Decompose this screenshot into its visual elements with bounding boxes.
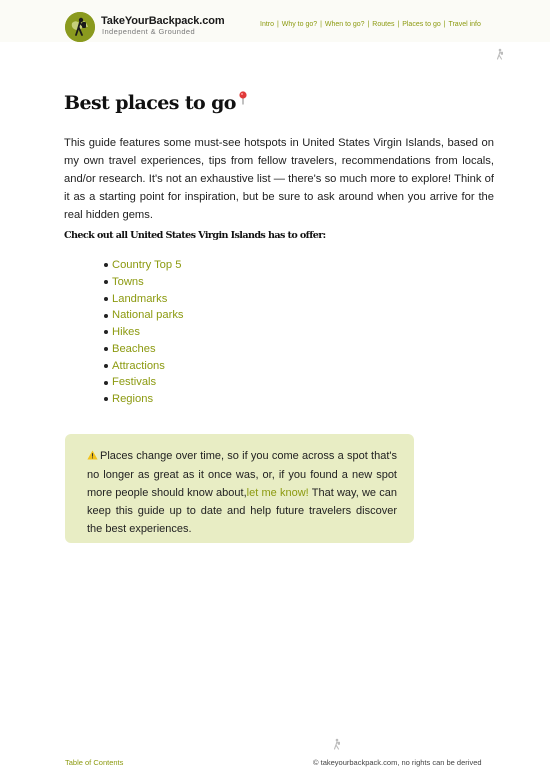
top-navigation: Intro | Why to go? | When to go? | Routes | Places to go | Travel info: [260, 21, 481, 28]
brand-name[interactable]: TakeYourBackpack.com: [101, 15, 225, 27]
list-item[interactable]: [104, 257, 184, 274]
list-item[interactable]: [104, 291, 184, 308]
list-link-national-parks[interactable]: National parks: [112, 309, 184, 322]
nav-link-travel-info[interactable]: Travel info: [448, 21, 481, 28]
list-item[interactable]: [104, 341, 184, 358]
nav-link-why-to-go[interactable]: Why to go?: [281, 21, 318, 28]
page-title-row: [64, 92, 248, 114]
bullet-icon: [104, 347, 108, 351]
section-subheading: Check out all United States Virgin Islands has to offer:: [64, 230, 326, 241]
bullet-icon: [104, 314, 108, 318]
list-link-festivals[interactable]: Festivals: [112, 376, 157, 389]
page-title: Best places to go: [64, 92, 236, 114]
feedback-callout: [65, 434, 414, 543]
globe-backpacker-logo-icon[interactable]: [65, 12, 95, 42]
nav-link-routes[interactable]: Routes: [372, 21, 395, 28]
intro-paragraph: This guide features some must-see hotspots in United States Virgin Islands, based on my own travel experiences, tips from fellow travelers, recommendations from locals, and/or research. It's not an exhaustive list — there's so much more to explore! Think of it as a starting point for inspiration, but be sure to ask around when you arrive for the real hidden gems.: [64, 137, 494, 221]
bullet-icon: [104, 263, 108, 267]
bullet-icon: [104, 381, 108, 385]
brand-tagline: Independent & Grounded: [102, 27, 196, 36]
list-link-attractions[interactable]: Attractions: [112, 359, 165, 372]
header: [0, 0, 550, 42]
list-item[interactable]: [104, 358, 184, 375]
list-item[interactable]: [104, 274, 184, 291]
list-item[interactable]: [104, 374, 184, 391]
bullet-icon: [104, 397, 108, 401]
warning-icon: [87, 448, 98, 466]
list-link-beaches[interactable]: Beaches: [112, 342, 156, 355]
bullet-icon: [104, 364, 108, 368]
nav-link-places-to-go[interactable]: Places to go: [402, 21, 441, 28]
table-of-contents-link[interactable]: Table of Contents: [65, 758, 124, 767]
list-link-towns[interactable]: Towns: [112, 275, 144, 288]
hiker-icon: [494, 47, 506, 65]
hiker-icon: [331, 737, 343, 755]
category-list: [104, 257, 184, 408]
bullet-icon: [104, 330, 108, 334]
nav-link-intro[interactable]: Intro: [260, 21, 275, 28]
nav-link-when-to-go[interactable]: When to go?: [324, 21, 365, 28]
callout-text: [87, 447, 397, 538]
list-link-hikes[interactable]: Hikes: [112, 326, 140, 338]
list-link-landmarks[interactable]: Landmarks: [112, 292, 168, 305]
bullet-icon: [104, 280, 108, 284]
list-item[interactable]: [104, 324, 184, 341]
callout-text-before: Places change over time, so if you come across a spot that's no longer as great as it once was, or, if you found a new spot more people should know about,: [87, 450, 397, 499]
callout-text-after: That way, we can keep this guide up to date and help future travelers discover the best experiences.: [87, 487, 397, 535]
list-item[interactable]: [104, 391, 184, 408]
bullet-icon: [104, 297, 108, 301]
list-item[interactable]: [104, 307, 184, 324]
let-me-know-link[interactable]: let me know!: [246, 487, 309, 499]
copyright-text: © takeyourbackpack.com, no rights can be derived: [313, 758, 482, 767]
list-link-regions[interactable]: Regions: [112, 393, 154, 405]
map-pin-icon: [238, 91, 248, 110]
list-link-country-top-5[interactable]: Country Top 5: [112, 259, 182, 271]
